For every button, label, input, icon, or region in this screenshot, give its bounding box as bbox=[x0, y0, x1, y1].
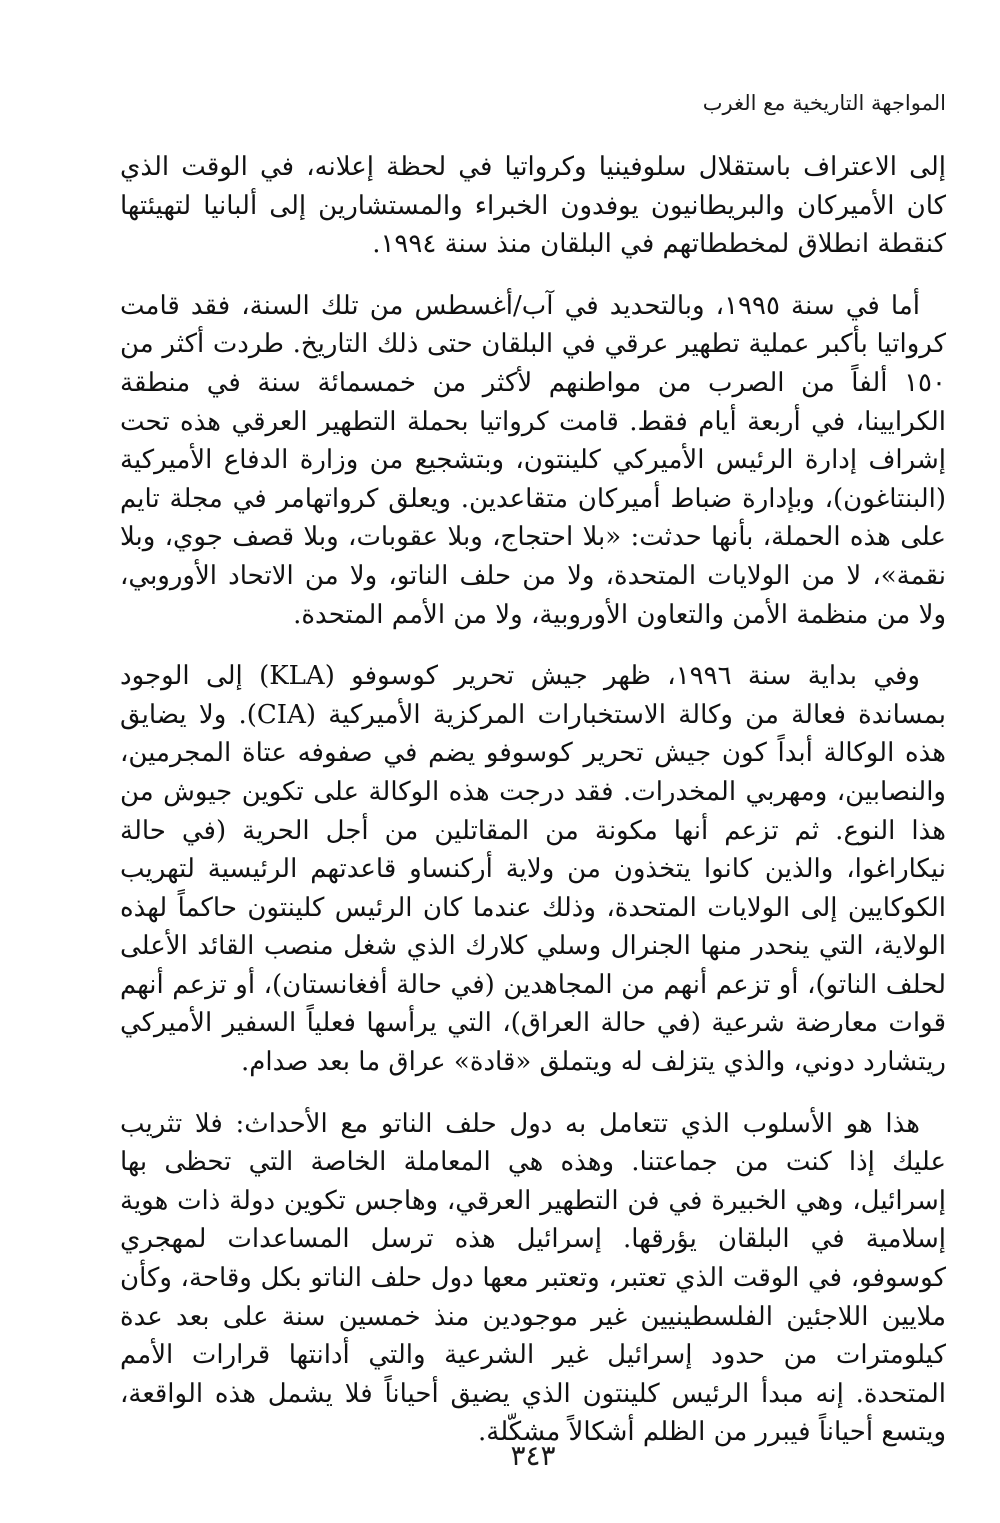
body-text bbox=[120, 148, 946, 1475]
page-number: ٣٤٣ bbox=[510, 1439, 556, 1472]
paragraph-3: وفي بداية سنة ١٩٩٦، ظهر جيش تحرير كوسوفو (KLA) إلى الوجود بمساندة فعالة من وكالة الاستخبارات المركزية الأميركية (CIA). ولا يضايق هذه الوكالة أبداً كون جيش تحرير كوسوفو يضم في صفوفه عتاة المجرمين، والنصابين، ومهربي المخدرات. فقد درجت هذه الوكالة على تكوين جيوش من هذا النوع. ثم تزعم أنها مكونة من المقاتلين من أجل الحرية (في حالة نيكاراغوا، والذين كانوا يتخذون من ولاية أركنساو قاعدتهم الرئيسية لتهريب الكوكايين إلى الولايات المتحدة، وذلك عندما كان الرئيس كلينتون حاكماً لهذه الولاية، التي ينحدر منها الجنرال وسلي كلارك الذي شغل منصب القائد الأعلى لحلف الناتو)، أو تزعم أنهم من المجاهدين (في حالة أفغانستان)، أو تزعم أنهم قوات معارضة شرعية (في حالة العراق)، التي يرأسها فعلياً السفير الأميركي ريتشارد دوني، والذي يتزلف له ويتملق «قادة» عراق ما بعد صدام. bbox=[120, 661, 946, 1078]
paragraph-4: هذا هو الأسلوب الذي تتعامل به دول حلف الناتو مع الأحداث: فلا تثريب عليك إذا كنت من جماعتنا. وهذه هي المعاملة الخاصة التي تحظى بها إسرائيل، وهي الخبيرة في فن التطهير العرقي، وهاجس تكوين دولة ذات هوية إسلامية في البلقان يؤرقها. إسرائيل هذه ترسل المساعدات لمهجري كوسوفو، في الوقت الذي تعتبر، وتعتبر معها دول حلف الناتو بكل وقاحة، وكأن ملايين اللاجئين الفلسطينيين غير موجودين منذ خمسين سنة على بعد عدة كيلومترات من حدود إسرائيل غير الشرعية والتي أدانتها قرارات الأمم المتحدة. إنه مبدأ الرئيس كلينتون الذي يضيق أحياناً فلا يشمل هذه الواقعة، ويتسع أحياناً فيبرر من الظلم أشكالاً مشكّلة. bbox=[120, 1108, 946, 1448]
paragraph-2: أما في سنة ١٩٩٥، وبالتحديد في آب/أغسطس من تلك السنة، فقد قامت كرواتيا بأكبر عملية تطهير عرقي في البلقان حتى ذلك التاريخ. طردت أكثر من ١٥٠ ألفاً من الصرب من مواطنهم لأكثر من خمسمائة سنة في منطقة الكرايينا، في أربعة أيام فقط. قامت كرواتيا بحملة التطهير العرقي هذه تحت إشراف إدارة الرئيس الأميركي كلينتون، وبتشجيع من وزارة الدفاع الأميركية (البنتاغون)، وبإدارة ضباط أميركان متقاعدين. ويعلق كرواتهامر في مجلة تايم على هذه الحملة، بأنها حدثت: «بلا احتجاج، وبلا عقوبات، وبلا قصف جوي، وبلا نقمة»، لا من الولايات المتحدة، ولا من حلف الناتو، ولا من الاتحاد الأوروبي، ولا من منظمة الأمن والتعاون الأوروبية، ولا من الأمم المتحدة. bbox=[120, 290, 946, 630]
running-header: المواجهة التاريخية مع الغرب bbox=[702, 91, 946, 115]
book-page bbox=[120, 0, 946, 1523]
paragraph-1: إلى الاعتراف باستقلال سلوفينيا وكرواتيا في لحظة إعلانه، في الوقت الذي كان الأميركان والبريطانيون يوفدون الخبراء والمستشارين إلى ألبانيا لتهيئتها كنقطة انطلاق لمخططاتهم في البلقان منذ سنة ١٩٩٤. bbox=[120, 152, 946, 260]
